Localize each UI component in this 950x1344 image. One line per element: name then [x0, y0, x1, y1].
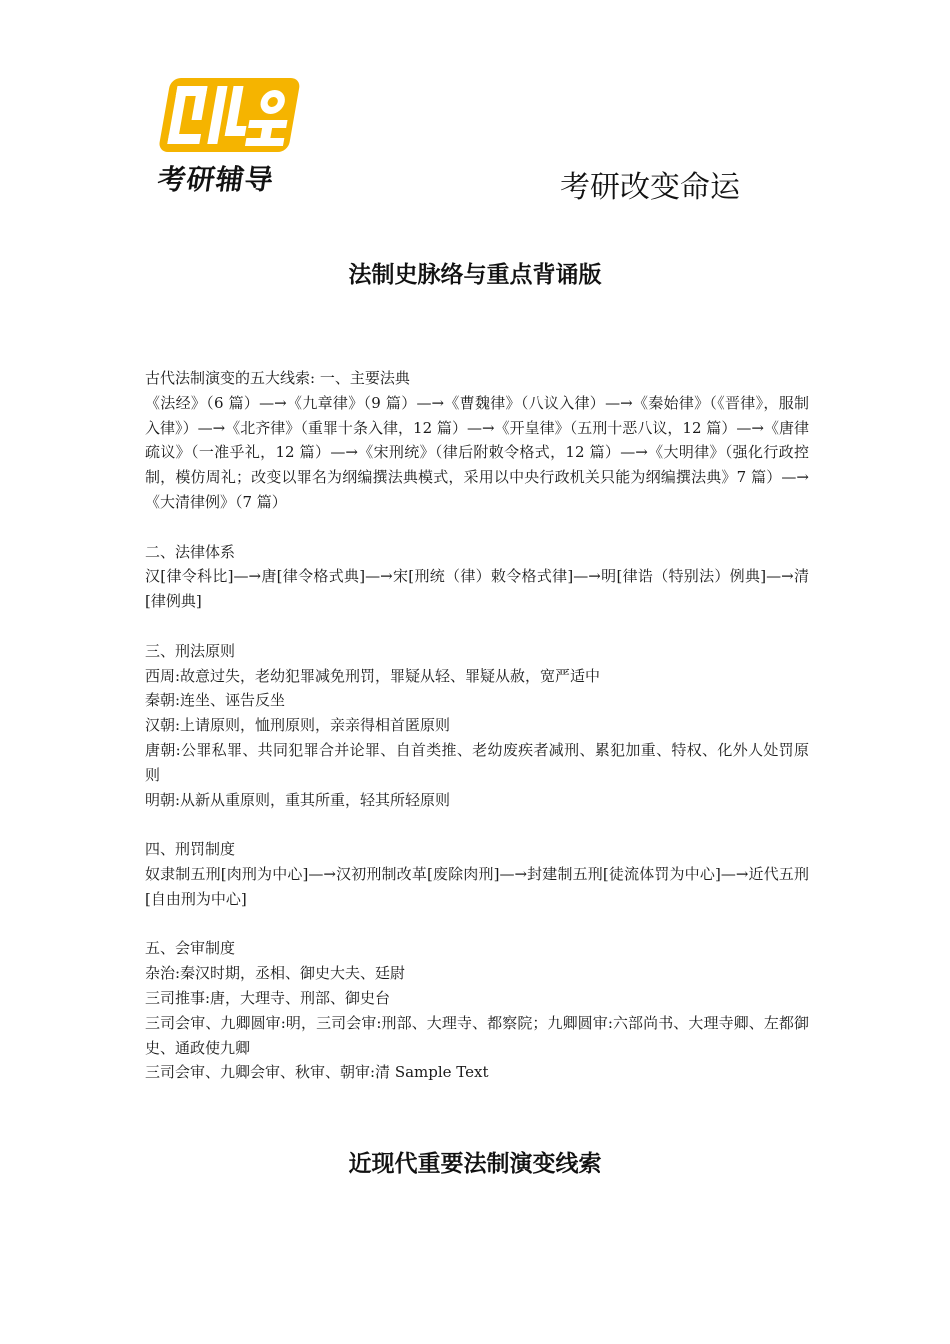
section-heading: 古代法制演变的五大线索: 一、主要法典 [145, 369, 410, 387]
logo-subtitle: 考研辅导 [155, 163, 277, 196]
paragraph: 三司推事:唐，大理寺、刑部、御史台 [145, 988, 391, 1007]
paragraph: 明朝:从新从重原则，重其所重，轻其所轻原则 [145, 790, 451, 809]
section-heading: 五、会审制度 [145, 939, 236, 958]
paragraph: 汉朝:上请原则，恤刑原则，亲亲得相首匿原则 [145, 716, 451, 735]
paragraph: 三司会审、九卿圆审:明，三司会审:刑部、大理寺、都察院；九卿圆审:六部尚书、大理寺卿、左都御史、通政使九卿 [145, 1013, 809, 1057]
paragraph: 秦朝:连坐、诬告反坐 [145, 691, 286, 710]
paragraph: 唐朝:公罪私罪、共同犯罪合并论罪、自首类推、老幼废疾者减刑、累犯加重、特权、化外人处罚原则 [145, 740, 809, 784]
section-heading: 三、刑法原则 [145, 641, 236, 660]
section-heading: 二、法律体系 [145, 542, 236, 561]
slogan: 考研改变命运 [560, 170, 740, 205]
paragraph: 三司会审、九卿会审、秋审、朝审:清 Sample Text [145, 1063, 489, 1082]
section-heading: 四、刑罚制度 [145, 840, 236, 859]
paragraph: 西周:故意过失，老幼犯罪减免刑罚，罪疑从轻、罪疑从赦，宽严适中 [145, 666, 601, 685]
paragraph: 杂治:秦汉时期，丞相、御史大夫、廷尉 [145, 964, 406, 983]
paragraph: 奴隶制五刑[肉刑为中心]—→汉初刑制改革[废除肉刑]—→封建制五刑[徒流体罚为中心]—→近代五刑[自由刑为中心] [145, 864, 809, 908]
page-title: 法制史脉络与重点背诵版 [348, 262, 602, 288]
paragraph: 《法经》（6 篇）—→《九章律》（9 篇）—→《曹魏律》（八议入律）—→《秦始律》（《晋律》，服制入律》）—→《北齐律》（重罪十条入律，12 篇）—→《开皇律》（五刑十恶八议，12 篇）—→《唐律疏议》（一准乎礼，12 篇）—→《宋刑统》（律后附敕令格式，12 篇）—→《大明律》（强化行政控制，模仿周礼；改变以罪名为纲编撰法典模式，采用以中央行政机关只能为纲编撰法典》7 篇）—→《大清律例》（7 篇） [145, 393, 809, 511]
paragraph: 汉[律令科比]—→唐[律令格式典]—→宋[刑统（律）敕令格式律]—→明[律诰（特别法）例典]—→清[律例典] [145, 567, 809, 611]
section-title: 近现代重要法制演变线索 [348, 1151, 602, 1177]
logo-mark [150, 72, 305, 160]
document-body [145, 366, 809, 1085]
logo [150, 72, 310, 202]
